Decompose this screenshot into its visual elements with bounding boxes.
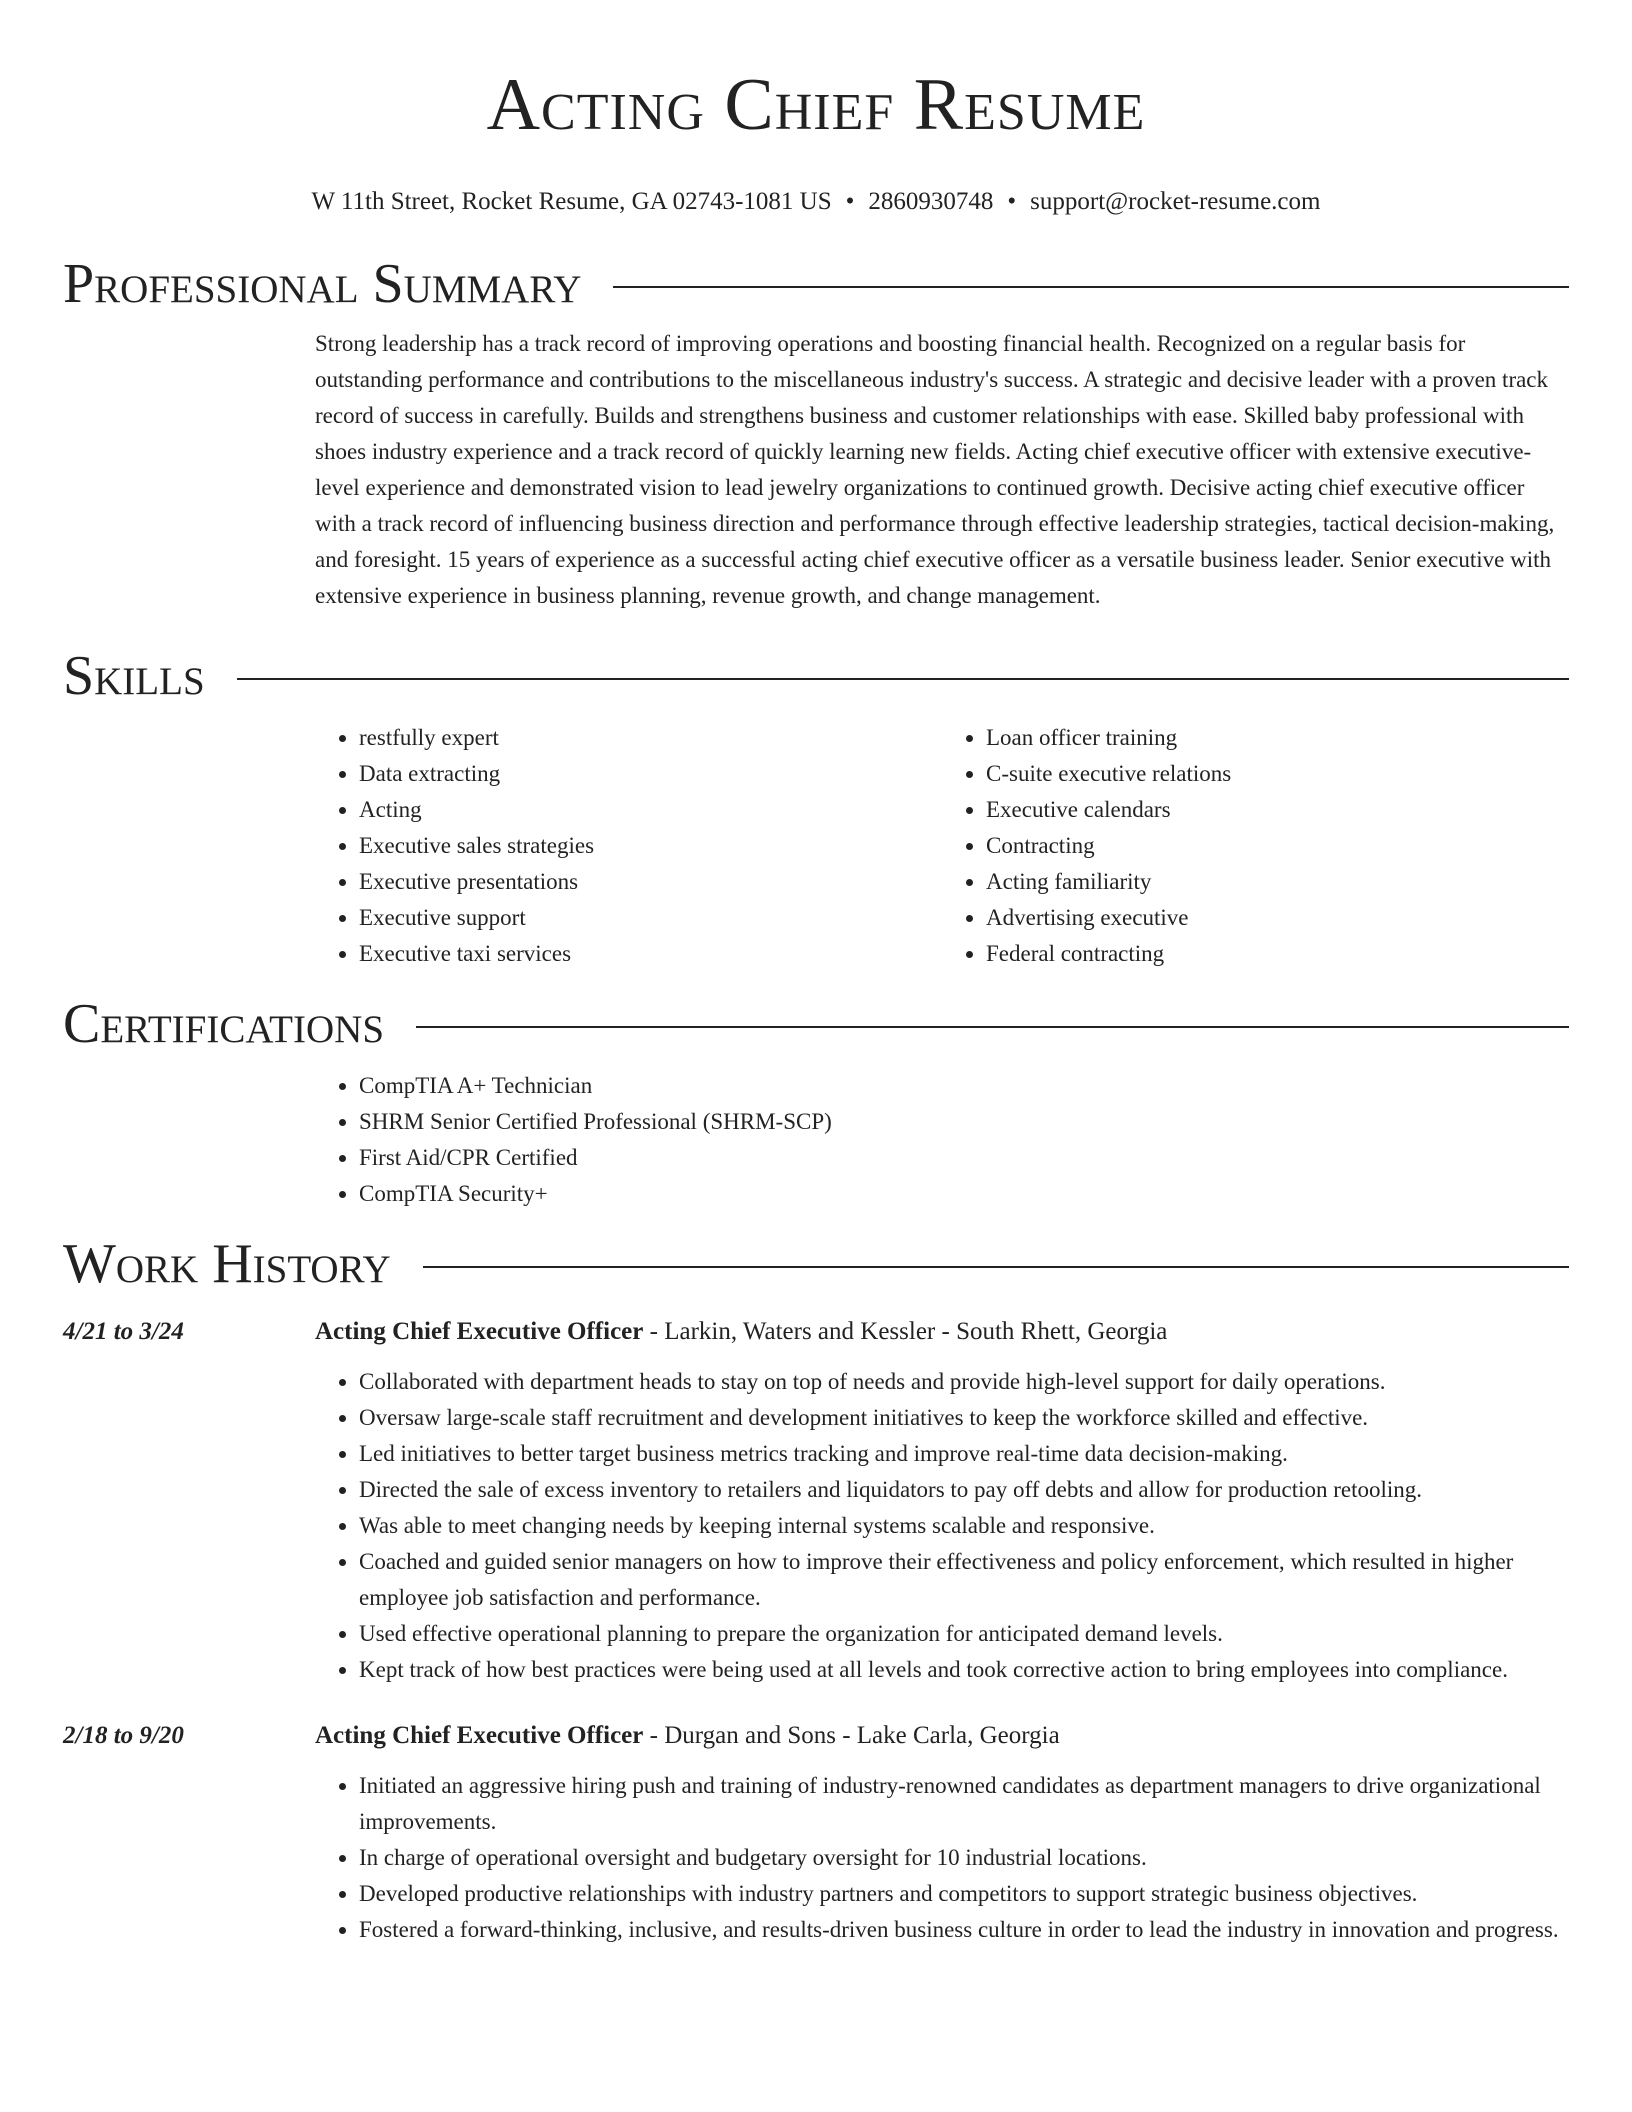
certification-item: • SHRM Senior Certified Professional (SHRM-SCP)	[359, 1104, 1569, 1140]
job-duty: • Coached and guided senior managers on how to improve their effectiveness and policy enforcement, which resulted in higher employee job satisfaction and performance.	[359, 1544, 1569, 1616]
section-title-certifications: Certifications	[63, 993, 385, 1055]
job-duties-list	[315, 1768, 1569, 1948]
skills-grid	[315, 720, 1569, 972]
skills-left-list	[315, 720, 942, 972]
job-duty: • Led initiatives to better target business metrics tracking and improve real-time data decision-making.	[359, 1436, 1569, 1472]
skill-item: • Acting familiarity	[986, 864, 1569, 900]
summary-text: Strong leadership has a track record of improving operations and boosting financial health. Recognized on a regular basis for outstanding performance and contributions to the miscellaneous industry's success. A strategic and decisive leader with a proven track record of success in carefully. Builds and strengthens business and customer relationships with ease. Skilled baby professional with shoes industry experience and a track record of quickly learning new fields. Acting chief executive officer with extensive executive-level experience and demonstrated vision to lead jewelry organizations to continued growth. Decisive acting chief executive officer with a track record of influencing business direction and performance through effective leadership strategies, tactical decision-making, and foresight. 15 years of experience as a successful acting chief executive officer as a versatile business leader. Senior executive with extensive experience in business planning, revenue growth, and change management.	[315, 331, 1555, 608]
skill-item: • Acting	[359, 792, 942, 828]
skill-item: • Executive calendars	[986, 792, 1569, 828]
skill-item: • Contracting	[986, 828, 1569, 864]
certifications-header	[63, 992, 1569, 1056]
job-duty: • Directed the sale of excess inventory to retailers and liquidators to pay off debts and allow for production retooling.	[359, 1472, 1569, 1508]
skill-item: • Advertising executive	[986, 900, 1569, 936]
work-history-header	[63, 1232, 1569, 1296]
skills-right-list	[942, 720, 1569, 972]
section-title-work-history: Work History	[63, 1233, 391, 1295]
summary-body	[315, 326, 1569, 614]
certifications-list	[315, 1068, 1569, 1212]
separator: •	[845, 188, 855, 215]
address: W 11th Street, Rocket Resume, GA 02743-1081 US	[311, 188, 832, 215]
skill-item: • Executive support	[359, 900, 942, 936]
contact-line	[63, 186, 1569, 218]
job-entry	[63, 1314, 1569, 1688]
job-company-location: - Durgan and Sons - Lake Carla, Georgia	[643, 1722, 1060, 1749]
job-duty: • Was able to meet changing needs by keeping internal systems scalable and responsive.	[359, 1508, 1569, 1544]
section-rule	[423, 1266, 1569, 1268]
section-rule	[237, 678, 1569, 680]
job-title: Acting Chief Executive Officer	[315, 1318, 644, 1345]
job-duty: • Kept track of how best practices were being used at all levels and took corrective action to bring employees into compliance.	[359, 1652, 1569, 1688]
job-header	[63, 1718, 1569, 1754]
skill-item: • restfully expert	[359, 720, 942, 756]
certifications-body	[315, 1068, 1569, 1212]
job-duties-list	[315, 1364, 1569, 1688]
job-duty: • Oversaw large-scale staff recruitment and development initiatives to keep the workforce skilled and effective.	[359, 1400, 1569, 1436]
skill-item: • Executive sales strategies	[359, 828, 942, 864]
skill-item: • Loan officer training	[986, 720, 1569, 756]
skill-item: • Federal contracting	[986, 936, 1569, 972]
skill-item: • Executive presentations	[359, 864, 942, 900]
resume-name: Acting Chief Resume	[486, 64, 1146, 146]
certification-item: • CompTIA Security+	[359, 1176, 1569, 1212]
job-heading	[315, 1314, 1167, 1350]
job-header	[63, 1314, 1569, 1350]
summary-header	[63, 252, 1569, 316]
phone: 2860930748	[868, 188, 994, 215]
job-company-location: - Larkin, Waters and Kessler - South Rhett, Georgia	[643, 1318, 1168, 1345]
job-duty: • Used effective operational planning to prepare the organization for anticipated demand levels.	[359, 1616, 1569, 1652]
job-duty: • Initiated an aggressive hiring push and training of industry-renowned candidates as department managers to drive organizational improvements.	[359, 1768, 1569, 1840]
section-title-skills: Skills	[63, 645, 205, 707]
email-link[interactable]: support@rocket-resume.com	[1030, 188, 1321, 215]
job-duty: • Developed productive relationships with industry partners and competitors to support strategic business objectives.	[359, 1876, 1569, 1912]
job-entry	[63, 1718, 1569, 1948]
certification-item: • CompTIA A+ Technician	[359, 1068, 1569, 1104]
job-duty: • In charge of operational oversight and budgetary oversight for 10 industrial locations.	[359, 1840, 1569, 1876]
separator: •	[1007, 188, 1017, 215]
job-title: Acting Chief Executive Officer	[315, 1722, 644, 1749]
section-rule	[613, 286, 1569, 288]
certification-item: • First Aid/CPR Certified	[359, 1140, 1569, 1176]
job-dates: 4/21 to 3/24	[63, 1318, 184, 1345]
skill-item: • C-suite executive relations	[986, 756, 1569, 792]
job-dates: 2/18 to 9/20	[63, 1722, 184, 1749]
skills-header	[63, 644, 1569, 708]
section-title-summary: Professional Summary	[63, 253, 582, 315]
job-duty: • Collaborated with department heads to stay on top of needs and provide high-level support for daily operations.	[359, 1364, 1569, 1400]
job-duty: • Fostered a forward-thinking, inclusive, and results-driven business culture in order to lead the industry in innovation and progress.	[359, 1912, 1569, 1948]
skills-body	[315, 720, 1569, 972]
section-rule	[416, 1026, 1569, 1028]
job-heading	[315, 1718, 1060, 1754]
skill-item: • Data extracting	[359, 756, 942, 792]
skill-item: • Executive taxi services	[359, 936, 942, 972]
